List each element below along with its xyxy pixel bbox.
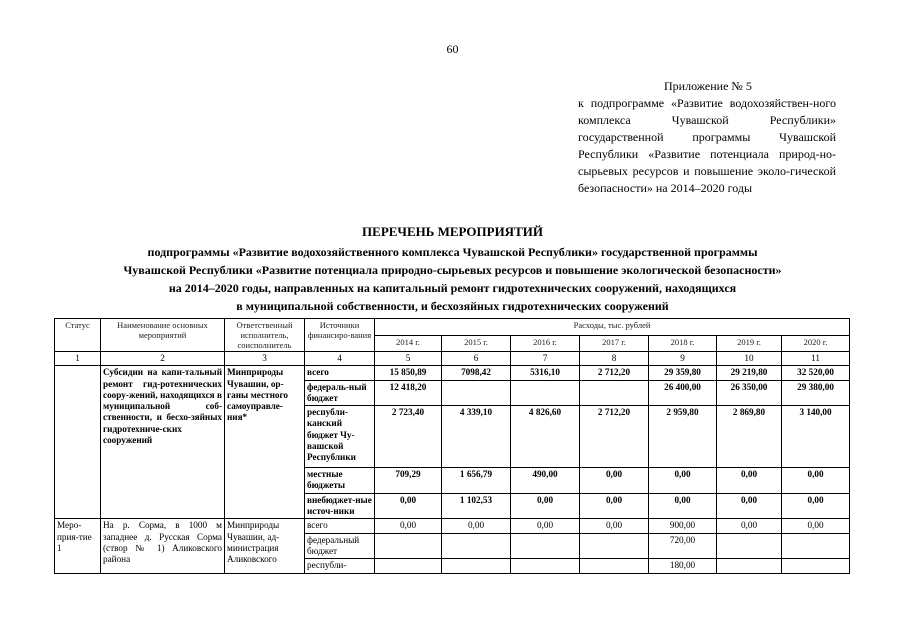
value-cell: 5316,10: [511, 366, 580, 380]
source-cell: внебюджет-ные источ-ники: [305, 493, 375, 519]
value-cell: 0,00: [782, 519, 850, 533]
column-number: 3: [225, 352, 305, 366]
value-cell: 490,00: [511, 468, 580, 494]
column-number: 7: [511, 352, 580, 366]
header-expenses: Расходы, тыс. рублей: [375, 319, 850, 336]
value-cell: 180,00: [649, 559, 717, 573]
value-cell: [782, 559, 850, 573]
value-cell: [442, 559, 511, 573]
header-year: 2019 г.: [717, 335, 782, 352]
header-year: 2016 г.: [511, 335, 580, 352]
value-cell: 0,00: [649, 493, 717, 519]
value-cell: 29 380,00: [782, 380, 850, 406]
header-responsible: Ответственный исполнитель, соисполнитель: [225, 319, 305, 352]
value-cell: 0,00: [580, 493, 649, 519]
value-cell: 0,00: [580, 468, 649, 494]
value-cell: 0,00: [649, 468, 717, 494]
value-cell: 0,00: [375, 519, 442, 533]
value-cell: [580, 533, 649, 559]
column-number: 5: [375, 352, 442, 366]
value-cell: [717, 533, 782, 559]
source-cell: всего: [305, 366, 375, 380]
value-cell: 2 723,40: [375, 406, 442, 468]
value-cell: 29 359,80: [649, 366, 717, 380]
status-cell: Меро-прия-тие 1: [55, 519, 101, 573]
value-cell: 4 826,60: [511, 406, 580, 468]
value-cell: 0,00: [511, 493, 580, 519]
value-cell: [442, 380, 511, 406]
appendix-body: к подпрограмме «Развитие водохозяйствен-ного комплекса Чувашской Республики» государственной программы Чувашской Республики «Развитие потенциала природ-но-сырьевых ресурсов и повышение эколо-гической безопасности» на 2014–2020 годы: [578, 96, 836, 195]
subtitle-line: Чувашской Республики «Развитие потенциала природно-сырьевых ресурсов и повышение экологической безопасности»: [123, 263, 782, 277]
header-year: 2017 г.: [580, 335, 649, 352]
subtitle-line: на 2014–2020 годы, направленных на капитальный ремонт гидротехнических сооружений, находящихся: [168, 281, 737, 295]
appendix-title: Приложение № 5: [664, 79, 752, 93]
value-cell: 2 712,20: [580, 406, 649, 468]
value-cell: 900,00: [649, 519, 717, 533]
column-number: 1: [55, 352, 101, 366]
source-cell: республи-: [305, 559, 375, 573]
measure-name-cell: Субсидии на капи-тальный ремонт гид-ротехнических соору-жений, находящихся в муниципальной соб-ственности, и бесхо-зяйных гидротехниче-ских сооружений: [101, 366, 225, 519]
value-cell: 0,00: [580, 519, 649, 533]
value-cell: [375, 559, 442, 573]
header-status: Статус: [55, 319, 101, 352]
value-cell: 2 869,80: [717, 406, 782, 468]
value-cell: [511, 559, 580, 573]
column-number: 8: [580, 352, 649, 366]
value-cell: [580, 559, 649, 573]
value-cell: 0,00: [782, 468, 850, 494]
value-cell: 1 656,79: [442, 468, 511, 494]
value-cell: 0,00: [375, 493, 442, 519]
value-cell: 3 140,00: [782, 406, 850, 468]
header-sources: Источники финансиро-вания: [305, 319, 375, 352]
column-number: 4: [305, 352, 375, 366]
value-cell: 26 400,00: [649, 380, 717, 406]
value-cell: [511, 533, 580, 559]
document-title: ПЕРЕЧЕНЬ МЕРОПРИЯТИЙ: [362, 224, 543, 239]
header-row: [55, 319, 850, 336]
header-year: 2018 г.: [649, 335, 717, 352]
source-cell: федеральный бюджет: [305, 533, 375, 559]
value-cell: [511, 380, 580, 406]
value-cell: 7098,42: [442, 366, 511, 380]
value-cell: [580, 380, 649, 406]
value-cell: 709,29: [375, 468, 442, 494]
responsible-cell: Минприроды Чувашии, ор-ганы местного самоуправле-ния*: [225, 366, 305, 519]
value-cell: 0,00: [442, 519, 511, 533]
column-number: 10: [717, 352, 782, 366]
status-cell: [55, 366, 101, 519]
value-cell: [442, 533, 511, 559]
column-number: 2: [101, 352, 225, 366]
value-cell: 2 959,80: [649, 406, 717, 468]
value-cell: 0,00: [717, 468, 782, 494]
source-cell: республи-канский бюджет Чу-вашской Республики: [305, 406, 375, 468]
value-cell: 29 219,80: [717, 366, 782, 380]
value-cell: 0,00: [511, 519, 580, 533]
value-cell: 1 102,53: [442, 493, 511, 519]
header-year: 2015 г.: [442, 335, 511, 352]
value-cell: [717, 559, 782, 573]
value-cell: 0,00: [782, 493, 850, 519]
header-year: 2020 г.: [782, 335, 850, 352]
column-number-row: [55, 352, 850, 366]
column-number: 6: [442, 352, 511, 366]
source-cell: местные бюджеты: [305, 468, 375, 494]
document-heading: [40, 223, 865, 315]
source-cell: федераль-ный бюджет: [305, 380, 375, 406]
subtitle-line: в муниципальной собственности, и бесхозяйных гидротехнических сооружений: [236, 299, 669, 313]
column-number: 11: [782, 352, 850, 366]
activities-table: [54, 318, 850, 574]
value-cell: 2 712,20: [580, 366, 649, 380]
table-row: [55, 519, 850, 533]
header-year: 2014 г.: [375, 335, 442, 352]
value-cell: [782, 533, 850, 559]
value-cell: [375, 533, 442, 559]
value-cell: 4 339,10: [442, 406, 511, 468]
subtitle-line: подпрограммы «Развитие водохозяйственного комплекса Чувашской Республики» государственной программы: [147, 245, 758, 259]
measure-name-cell: На р. Сорма, в 1000 м западнее д. Русская Сорма (створ № 1) Аликовского района: [101, 519, 225, 573]
value-cell: 15 850,89: [375, 366, 442, 380]
responsible-cell: Минприроды Чувашии, ад-министрация Аликовского: [225, 519, 305, 573]
appendix-note: [578, 78, 836, 197]
source-cell: всего: [305, 519, 375, 533]
value-cell: 26 350,00: [717, 380, 782, 406]
value-cell: 32 520,00: [782, 366, 850, 380]
value-cell: 0,00: [717, 519, 782, 533]
table-row: [55, 366, 850, 380]
value-cell: 0,00: [717, 493, 782, 519]
value-cell: 720,00: [649, 533, 717, 559]
page-number: 60: [446, 42, 459, 56]
header-name: Наименование основных мероприятий: [101, 319, 225, 352]
value-cell: 12 418,20: [375, 380, 442, 406]
column-number: 9: [649, 352, 717, 366]
